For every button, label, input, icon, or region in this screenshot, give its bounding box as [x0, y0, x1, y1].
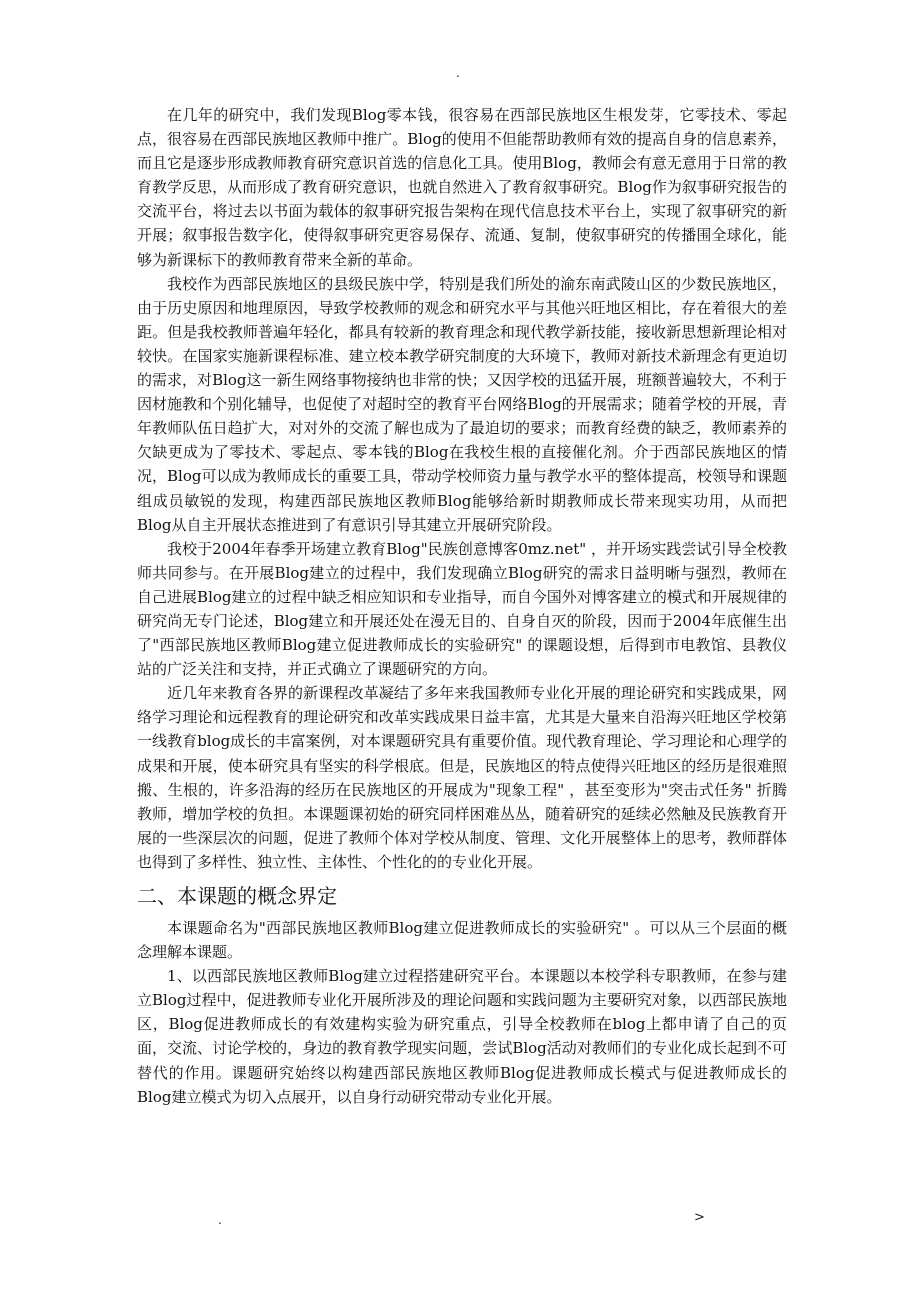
header-mark: .	[456, 66, 460, 80]
footer-right-mark: >	[694, 1210, 705, 1225]
footer-left-mark: .	[218, 1213, 222, 1227]
paragraph-project-origin: 我校于2004年春季开场建立教育Blog"民族创意博客0mz.net" ，并开场实践尝试引导全校教师共同参与。在开展Blog建立的过程中，我们发现确立Blog研究的需求日益明晰与强烈，教师在自己进展Blog建立的过程中缺乏相应知识和专业指导，而自今国外对博客建立的模式和开展规律的研究尚无专门论述，Blog建立和开展还处在漫无目的、自身自灭的阶段，因而于2004年底催生出了"西部民族地区教师Blog建立促进教师成长的实验研究" 的课题设想，后得到市电教馆、县教仪站的广泛关注和支持，并正式确立了课题研究的方向。	[137, 539, 787, 679]
paragraph-school-background: 我校作为西部民族地区的县级民族中学，特别是我们所处的渝东南武陵山区的少数民族地区，由于历史原因和地理原因，导致学校教师的观念和研究水平与其他兴旺地区相比，存在着很大的差距。但是我校教师普遍年轻化，都具有较新的教育理念和现代教学新技能，接收新思想新理论相对较快。在国家实施新课程标准、建立校本教学研究制度的大环境下，教师对新技术新理念有更迫切的需求，对Blog这一新生网络事物接纳也非常的快；又因学校的迅猛开展，班额普遍较大，不利于因材施教和个别化辅导，也促使了对超时空的教育平台网络Blog的开展需求；随着学校的开展，青年教师队伍日趋扩大，对对外的交流了解也成为了最迫切的要求；而教育经费的缺乏，教师素养的欠缺更成为了零技术、零起点、零本钱的Blog在我校生根的直接催化剂。介于西部民族地区的情况，Blog可以成为教师成长的重要工具，带动学校师资力量与教学水平的整体提高，校领导和课题组成员敏锐的发现，构建西部民族地区教师Blog能够给新时期教师成长带来现实功用，从而把Blog从自主开展状态推进到了有意识引导其建立开展研究阶段。	[137, 274, 787, 534]
paragraph-topic-naming: 本课题命名为"西部民族地区教师Blog建立促进教师成长的实验研究" 。可以从三个层面的概念理解本课题。	[137, 919, 787, 962]
document-body	[137, 103, 787, 1109]
paragraph-concept-1: 1、以西部民族地区教师Blog建立过程搭建研究平台。本课题以本校学科专职教师，在参与建立Blog过程中，促进教师专业化开展所涉及的理论问题和实践问题为主要研究对象，以西部民族地区，Blog促进教师成长的有效建构实验为研究重点，引导全校教师在blog上都申请了自己的页面，交流、讨论学校的，身边的教育教学现实问题，尝试Blog活动对教师们的专业化成长起到不可替代的作用。课题研究始终以构建西部民族地区教师Blog促进教师成长模式与促进教师成长的Blog建立模式为切入点展开，以自身行动研究带动专业化开展。	[137, 967, 787, 1106]
paragraph-research-basis: 近几年来教育各界的新课程改革凝结了多年来我国教师专业化开展的理论研究和实践成果，网络学习理论和远程教育的理论研究和改革实践成果日益丰富，尤其是大量来自沿海兴旺地区学校第一线教育blog成长的丰富案例，对本课题研究具有重要价值。现代教育理论、学习理论和心理学的成果和开展，使本研究具有坚实的科学根底。但是，民族地区的特点使得兴旺地区的经历是很难照搬、生根的，许多沿海的经历在民族地区的开展成为"现象工程" ，甚至变形为"突击式任务" 折腾教师，增加学校的负担。本课题课初始的研究同样困难丛丛，随着研究的延续必然触及民族教育开展的一些深层次的问题，促进了教师个体对学校从制度、管理、文化开展整体上的思考，教师群体也得到了多样性、独立性、主体性、个性化的的专业化开展。	[137, 684, 787, 871]
paragraph-blog-advantages: 在几年的研究中，我们发现Blog零本钱，很容易在西部民族地区生根发芽，它零技术、零起点，很容易在西部民族地区教师中推广。Blog的使用不但能帮助教师有效的提高自身的信息素养，而且它是逐步形成教师教育研究意识首选的信息化工具。使用Blog，教师会有意无意用于日常的教育教学反思，从而形成了教育研究意识，也就自然进入了教育叙事研究。Blog作为叙事研究报告的交流平台，将过去以书面为载体的叙事研究报告架构在现代信息技术平台上，实现了叙事研究的新开展；叙事报告数字化，使得叙事研究更容易保存、流通、复制，使叙事研究的传播围全球化，能够为新课标下的教师教育带来全新的革命。	[137, 106, 787, 269]
section-heading: 二、本课题的概念界定	[137, 884, 337, 908]
